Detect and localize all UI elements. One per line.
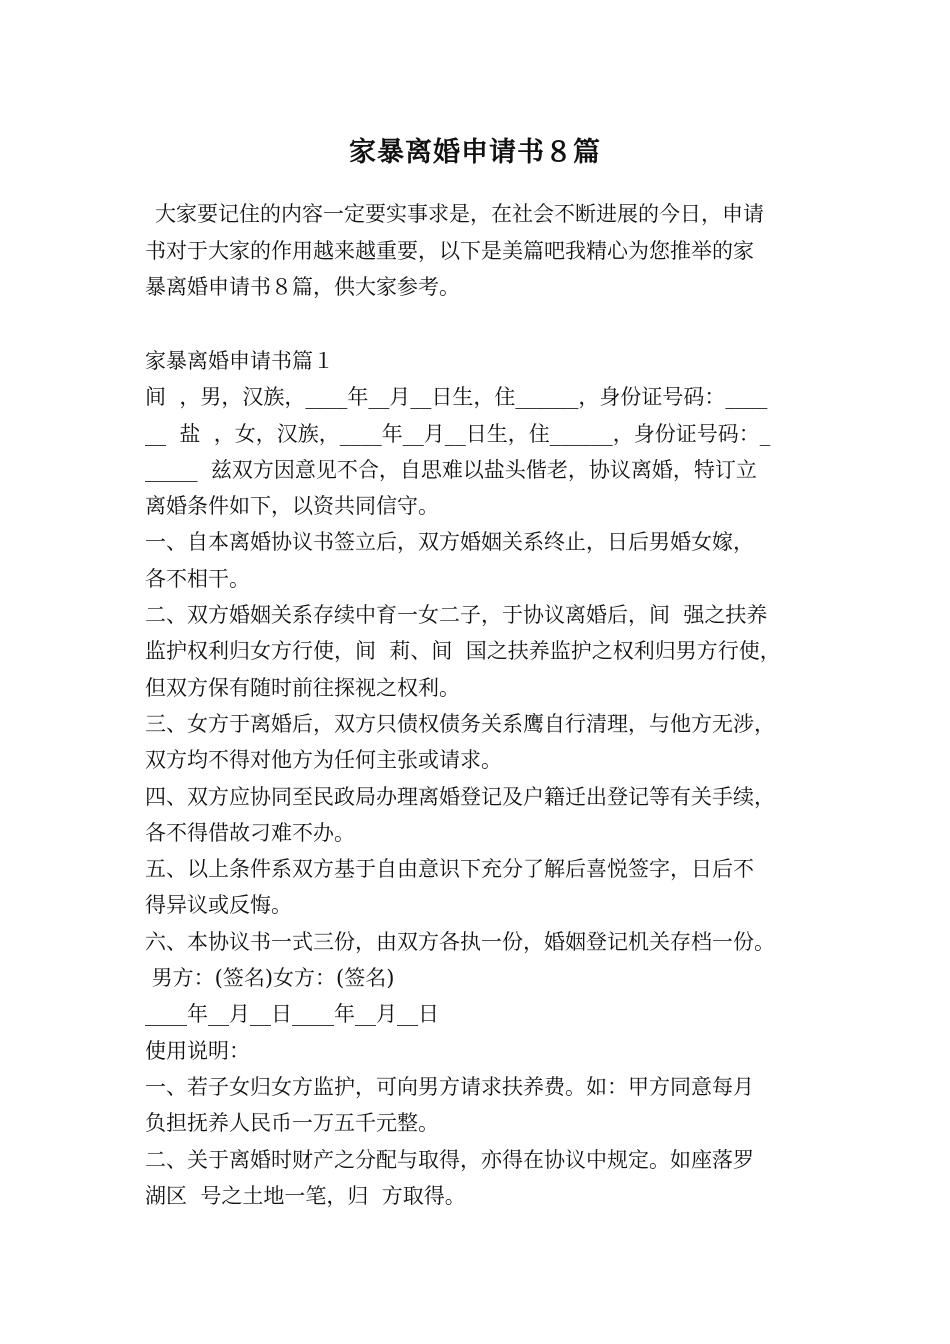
intro-paragraph: 大家要记住的内容一定要实事求是，在社会不断进展的今日，申请 书对于大家的作用越来越重要，以下是美篇吧我精心为您推举的家 暴离婚申请书８篇，供大家参考。	[145, 202, 764, 299]
text-line: 监护权利归女方行使，间 莉、间 国之扶养监护之权利归男方行使，	[145, 639, 781, 664]
text-line: 五、以上条件系双方基于自由意识下充分了解后喜悦签字，日后不	[145, 857, 754, 882]
text-line: 一、自本离婚协议书签立后，双方婚姻关系终止，日后男婚女嫁，	[145, 530, 754, 555]
text-line: 一、若子女归女方监护，可向男方请求扶养费。如：甲方同意每月	[145, 1074, 754, 1099]
text-line: __ 盐 ，女，汉族，____年__月__日生，住______，身份证号码：_	[145, 421, 771, 446]
document-title: 家暴离婚申请书８篇	[349, 137, 601, 168]
text-line: 负担抚养人民币一万五千元整。	[145, 1111, 439, 1136]
text-line: 四、双方应协同至民政局办理离婚登记及户籍迁出登记等有关手续，	[145, 784, 775, 809]
text-line: 双方均不得对他方为任何主张或请求。	[145, 748, 502, 773]
text-line: _____ 兹双方因意见不合，自思难以盐头偕老，协议离婚，特订立	[145, 457, 757, 482]
text-line: 湖区 号之土地一笔，归 方取得。	[145, 1183, 466, 1208]
text-line: 各不相干。	[145, 566, 250, 591]
text-line: 但双方保有随时前往探视之权利。	[145, 675, 460, 700]
section-heading: 使用说明：	[145, 1038, 250, 1063]
text-line: 二、双方婚姻关系存续中育一女二子，于协议离婚后，间 强之扶养	[145, 603, 768, 628]
text-line: 六、本协议书一式三份，由双方各执一份，婚姻登记机关存档一份。	[145, 929, 775, 954]
text-line: 二、关于离婚时财产之分配与取得，亦得在协议中规定。如座落罗	[145, 1147, 754, 1172]
text-line: 离婚条件如下，以资共同信守。	[145, 494, 439, 519]
text-line: 得异议或反悔。	[145, 893, 292, 918]
section-heading: 家暴离婚申请书篇１	[145, 349, 334, 373]
text-line: 各不得借故刁难不办。	[145, 820, 355, 845]
date-line: ____年__月__日____年__月__日	[145, 1002, 439, 1027]
document-body	[145, 343, 835, 1214]
text-line: 三、女方于离婚后，双方只债权债务关系鹰自行清理，与他方无涉，	[145, 711, 775, 736]
text-line: 间 ，男，汉族，____年__月__日生，住______，身份证号码：____	[145, 385, 768, 410]
signature-line: 男方：(签名)女方：(签名)	[145, 966, 395, 991]
